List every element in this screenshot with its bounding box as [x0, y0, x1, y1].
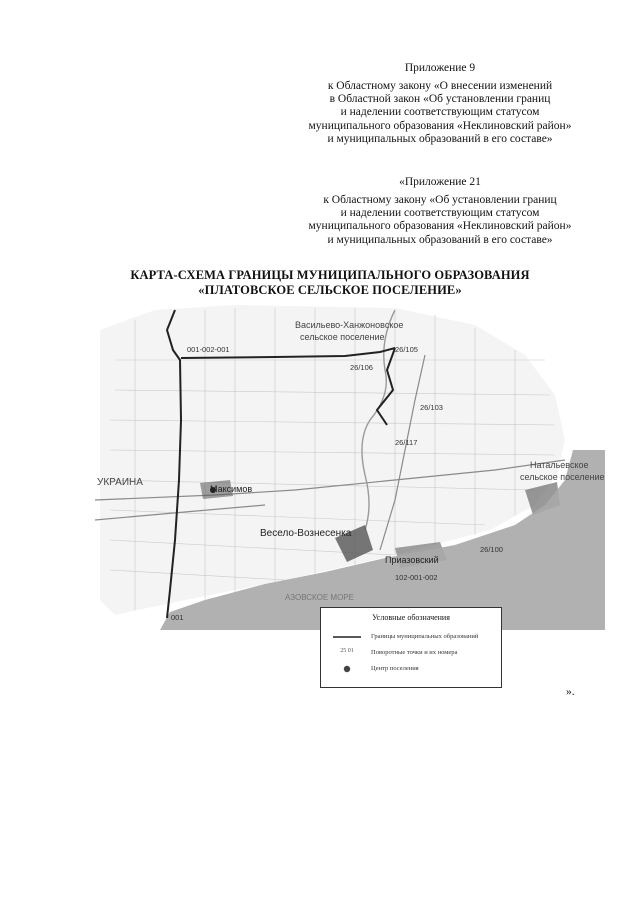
- label-natalevskoe: Натальевское: [530, 460, 589, 470]
- turning-point-number-icon: 25 01: [340, 648, 354, 654]
- boundary-line-icon: [331, 632, 363, 642]
- map-legend: [320, 607, 502, 688]
- appendix-21-title: «Приложение 21: [399, 176, 481, 188]
- appendix-9-text: [270, 80, 610, 146]
- legend-item-boundary: [331, 632, 501, 642]
- label-natalevskoe-2: сельское поселение: [520, 472, 605, 482]
- appendix-21-line: к Областному закону «Об установлении границ: [323, 194, 557, 206]
- legend-title: Условные обозначения: [372, 613, 450, 622]
- label-prinazovsky: Приазовский: [385, 555, 439, 565]
- label-vasilevo-2: сельское поселение: [300, 332, 385, 342]
- point-102-001-002: 102-001-002: [395, 573, 438, 582]
- point-26-117: 26/117: [395, 438, 418, 447]
- legend-item-turning-points: [331, 648, 501, 658]
- appendix-21-line: и наделении соответствующим статусом: [340, 207, 540, 220]
- legend-label: Поворотные точки и их номера: [371, 649, 458, 656]
- point-26-103: 26/103: [420, 403, 443, 412]
- closing-quote: ».: [566, 686, 575, 698]
- map-scheme: [95, 300, 605, 630]
- point-001-002-001: 001-002-001: [187, 345, 230, 354]
- point-26-105: 26/105: [395, 345, 418, 354]
- point-001: 001: [171, 613, 184, 622]
- map-title: [60, 268, 600, 298]
- settlement-centre-icon: [331, 664, 363, 674]
- appendix-21-text: [270, 194, 610, 247]
- point-26-100: 26/100: [480, 545, 503, 554]
- label-veselo-voznesenka: Весело-Вознесенка: [260, 528, 352, 539]
- map-title-line-2: «ПЛАТОВСКОЕ СЕЛЬСКОЕ ПОСЕЛЕНИЕ»: [198, 283, 462, 297]
- label-sea: АЗОВСКОЕ МОРЕ: [285, 593, 354, 602]
- appendix-21-line: муниципального образования «Неклиновский район»: [308, 220, 572, 233]
- appendix-9-line: в Областной закон «Об установлении границ: [329, 93, 551, 106]
- legend-item-centre: [331, 664, 501, 674]
- map-title-line-1: КАРТА-СХЕМА ГРАНИЦЫ МУНИЦИПАЛЬНОГО ОБРАЗОВАНИЯ: [130, 268, 530, 282]
- appendix-9-line: к Областному закону «О внесении изменений: [327, 80, 553, 92]
- legend-label: Центр поселения: [371, 665, 419, 672]
- appendix-9-line: и наделении соответствующим статусом: [340, 106, 540, 119]
- appendix-9-title: Приложение 9: [404, 62, 476, 74]
- legend-label: Границы муниципальных образований: [371, 633, 479, 640]
- label-ukraine: УКРАИНА: [97, 477, 143, 488]
- appendix-9-line: и муниципальных образований в его составе»: [327, 132, 553, 145]
- point-26-106: 26/106: [350, 363, 373, 372]
- label-maksimov: Максимов: [210, 484, 253, 494]
- label-vasilevo: Васильево-Ханжоновское: [295, 320, 404, 330]
- appendix-9-line: муниципального образования «Неклиновский район»: [308, 119, 572, 132]
- appendix-21-line: и муниципальных образований в его составе»: [327, 233, 553, 246]
